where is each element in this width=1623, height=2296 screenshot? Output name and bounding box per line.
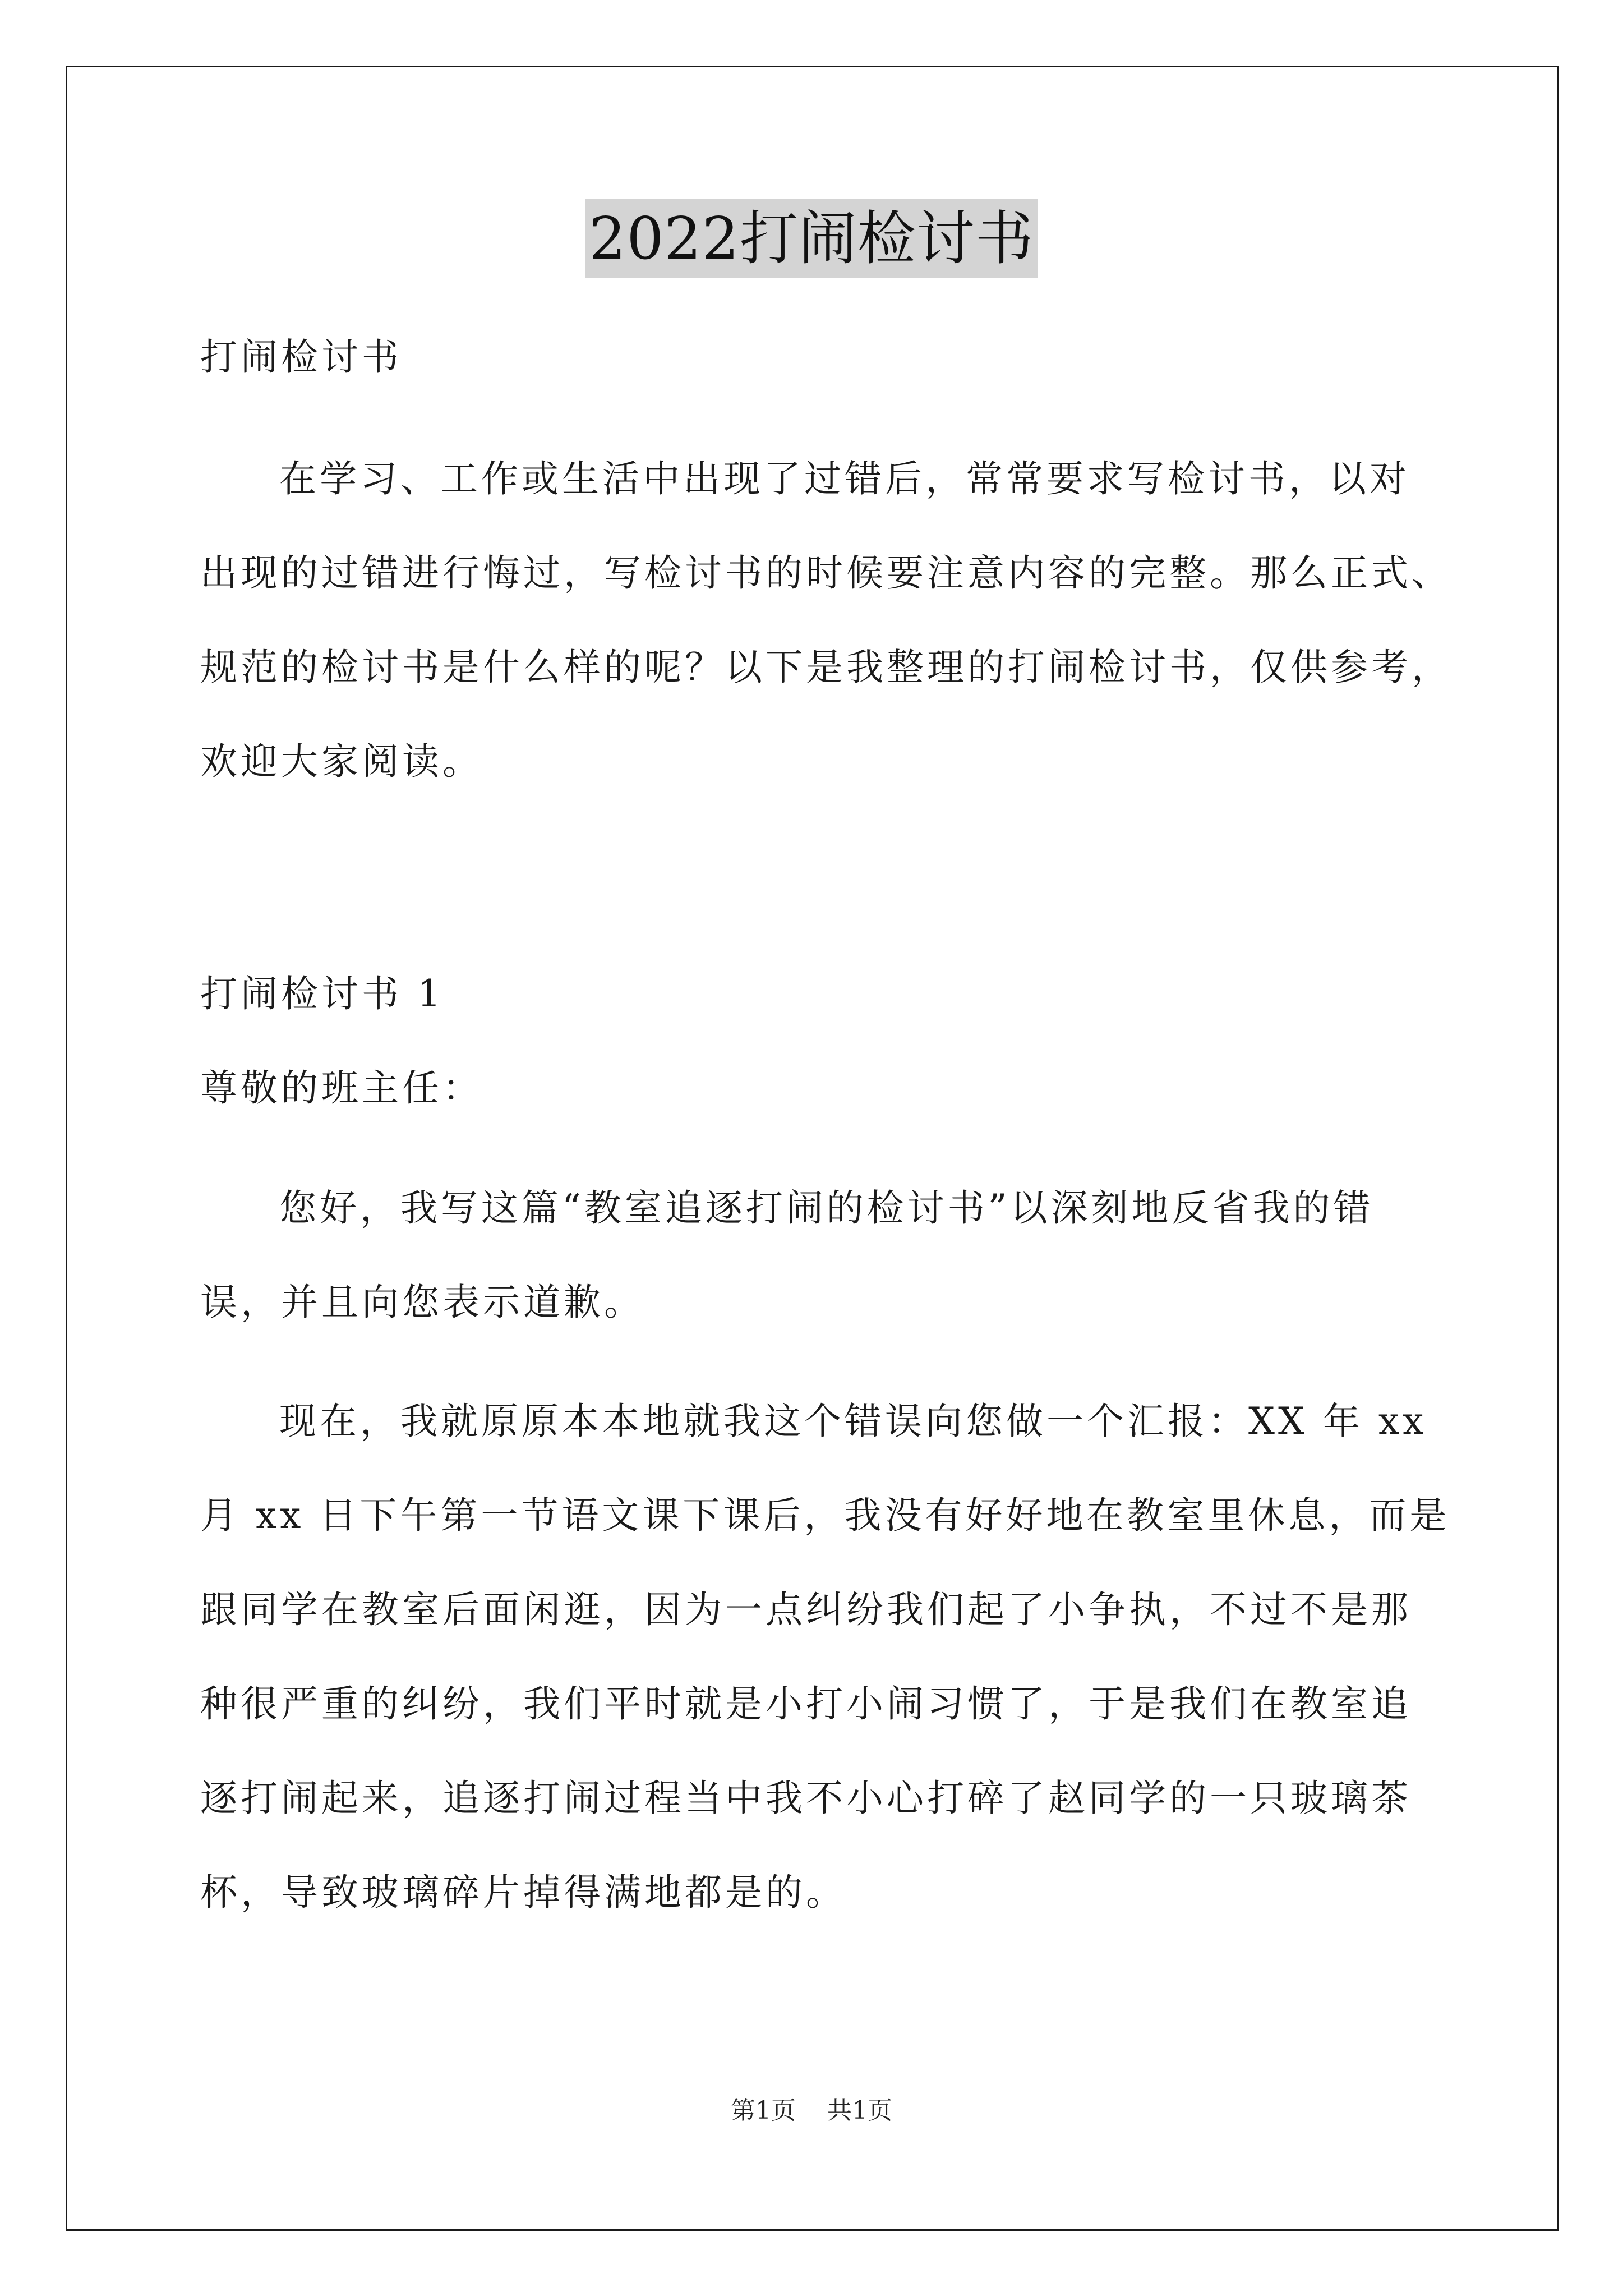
body-line: 逐打闹起来，追逐打闹过程当中我不小心打碎了赵同学的一只玻璃茶 (200, 1777, 1412, 1820)
total-pages-label: 共1页 (827, 2096, 892, 2125)
body-line: 跟同学在教室后面闲逛，因为一点纠纷我们起了小争执，不过不是那 (200, 1588, 1412, 1631)
body-line: 杯，导致玻璃碎片掉得满地都是的。 (200, 1871, 846, 1914)
section-heading: 打闹检讨书 1 (200, 972, 444, 1015)
body-line: 欢迎大家阅读。 (200, 740, 483, 783)
title-container (0, 199, 1623, 278)
body-line: 现在，我就原原本本地就我这个错误向您做一个汇报：XX 年 xx (279, 1400, 1427, 1443)
body-line: 种很严重的纠纷，我们平时就是小打小闹习惯了，于是我们在教室追 (200, 1682, 1412, 1726)
page-footer (0, 2094, 1623, 2128)
current-page-label: 第1页 (731, 2096, 796, 2125)
salutation: 尊敬的班主任： (200, 1066, 483, 1110)
body-line: 误，并且向您表示道歉。 (200, 1281, 644, 1324)
section-heading: 打闹检讨书 (200, 335, 402, 379)
document-title: 2022打闹检讨书 (585, 199, 1038, 278)
body-line: 在学习、工作或生活中出现了过错后，常常要求写检讨书，以对 (279, 457, 1410, 500)
body-line: 月 xx 日下午第一节语文课下课后，我没有好好地在教室里休息，而是 (200, 1494, 1450, 1537)
body-line: 规范的检讨书是什么样的呢？以下是我整理的打闹检讨书，仅供参考， (200, 646, 1452, 689)
body-line: 您好，我写这篇“教室追逐打闹的检讨书”以深刻地反省我的错 (279, 1186, 1374, 1230)
body-line: 出现的过错进行悔过，写检讨书的时候要注意内容的完整。那么正式、 (200, 551, 1452, 595)
